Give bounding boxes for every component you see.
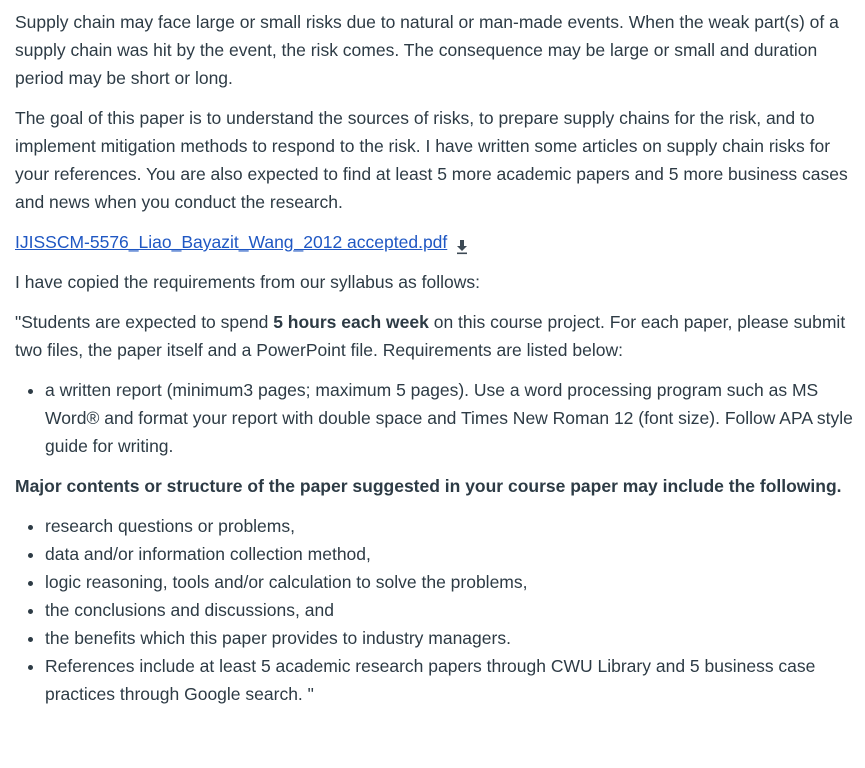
list-item: • logic reasoning, tools and/or calculation to solve the problems, xyxy=(45,568,855,596)
list-item: • the benefits which this paper provides to industry managers. xyxy=(45,624,855,652)
list-item: • References include at least 5 academic research papers through CWU Library and 5 business case practices through Google search. " xyxy=(45,652,855,708)
requirements-lead: I have copied the requirements from our syllabus as follows: xyxy=(15,272,480,292)
download-icon[interactable] xyxy=(455,235,469,251)
list-item: • data and/or information collection method, xyxy=(45,540,855,568)
list-item: • research questions or problems, xyxy=(45,512,855,540)
list-item: • a written report (minimum3 pages; maximum 5 pages). Use a word processing program such as MS Word® and format your report with double space and Times New Roman 12 (font size). Follow APA style guide for writing. xyxy=(45,376,855,460)
attachment-file-link[interactable]: IJISSCM-5576_Liao_Bayazit_Wang_2012 accepted.pdf xyxy=(15,232,448,252)
quote-text-after: on this course project. For each paper, please submit two files, the paper itself and a PowerPoint file. Requirements are listed below: xyxy=(15,312,846,360)
structure-heading: Major contents or structure of the paper suggested in your course paper may include the following. xyxy=(15,476,842,496)
quote-text-bold: 5 hours each week xyxy=(273,312,429,332)
structure-list xyxy=(15,512,855,708)
intro-paragraph-1: Supply chain may face large or small risks due to natural or man-made events. When the weak part(s) of a supply chain was hit by the event, the risk comes. The consequence may be large or small and duration period may be short or long. xyxy=(15,12,839,88)
assignment-description xyxy=(15,8,855,720)
quote-text-before: "Students are expected to spend xyxy=(15,312,274,332)
intro-paragraph-2: The goal of this paper is to understand the sources of risks, to prepare supply chains for the risk, and to implement mitigation methods to respond to the risk. I have written some articles on supply chain risks for your references. You are also expected to find at least 5 more academic papers and 5 more business cases and news when you conduct the research. xyxy=(15,108,848,212)
attachment-row xyxy=(15,228,855,256)
list-item: • the conclusions and discussions, and xyxy=(45,596,855,624)
requirements-list xyxy=(15,376,855,460)
requirements-quote xyxy=(15,308,855,364)
